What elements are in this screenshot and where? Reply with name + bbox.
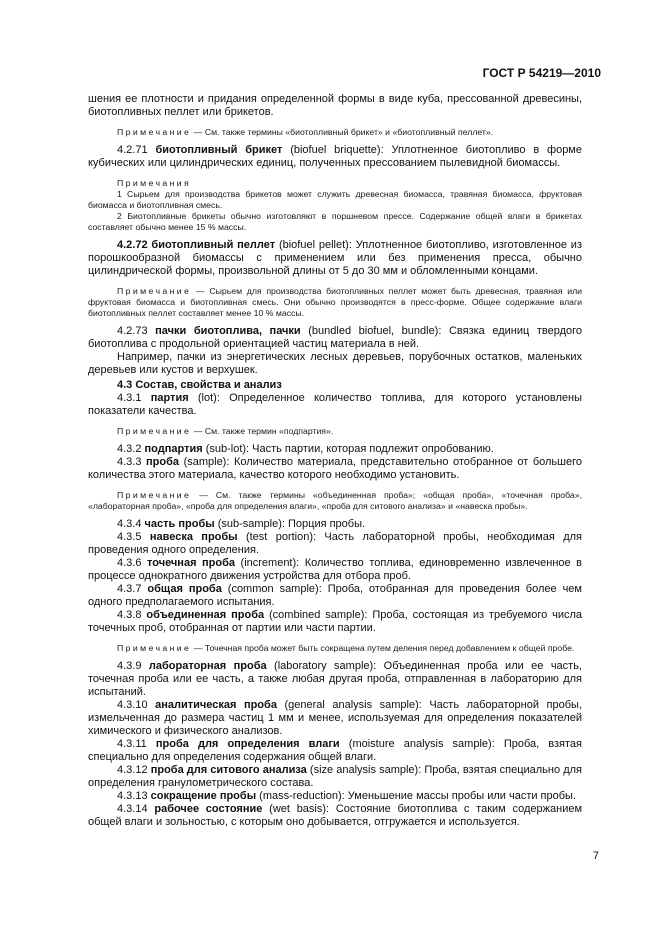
document-body xyxy=(88,93,582,829)
term-4-3-1: 4.3.1 партия (lot): Определенное количество топлива, для которого установлены показатели качества. xyxy=(88,392,582,417)
term-4-2-73: 4.2.73 пачки биотоплива, пачки (bundled biofuel, bundle): Связка единиц твердого биотоплива с продольной ориентацией частиц материала в ней. xyxy=(88,325,583,350)
note-6 xyxy=(88,643,582,654)
term-4-3-9: 4.3.9 лабораторная проба (laboratory sample): Объединенная проба или ее часть, точечная проба или ее часть, а также любая другая проба, отправленная в лабораторию для испытаний. xyxy=(88,660,582,698)
term-4-3-13: 4.3.13 сокращение пробы (mass-reduction): Уменьшение массы пробы или части пробы. xyxy=(117,790,577,802)
standard-header: ГОСТ Р 54219—2010 xyxy=(482,66,601,80)
term-4-3-8: 4.3.8 объединенная проба (combined sample): Проба, состоящая из требуемого числа точечных проб, отобранная от партии или части партии. xyxy=(88,609,583,634)
term-4-3-7: 4.3.7 общая проба (common sample): Проба, отобранная для проведения более чем одного предполагаемого испытания. xyxy=(88,583,582,608)
note-item-1: 1 Сырьем для производства брикетов может служить древесная биомасса, травяная биомасса, фруктовая биомасса и биотопливная смесь. xyxy=(88,189,582,210)
page-number: 7 xyxy=(592,850,599,862)
term-4-3-2: 4.3.2 подпартия (sub-lot): Часть партии, которая подлежит опробованию. xyxy=(117,443,494,455)
notes-2 xyxy=(88,178,582,233)
note-text: — См. также термины «объединенная проба»; «общая проба», «точечная проба», «лабораторная проба», «проба для определения влаги», «проба для ситового анализа» и «навеска пробы». xyxy=(88,490,582,511)
paragraph-example: Например, пачки из энергетических лесных деревьев, порубочных остатков, маленьких деревьев или кустов и верхушек. xyxy=(88,351,582,376)
term-4-3-4: 4.3.4 часть пробы (sub-sample): Порция пробы. xyxy=(117,518,366,530)
note-label: Примечание xyxy=(117,490,192,500)
term-4-3-10: 4.3.10 аналитическая проба (general analysis sample): Часть лабораторной пробы, измельченная до размера частиц 1 мм и менее, используемая для определения показателей химического и физического анализов. xyxy=(88,699,582,737)
term-4-3-3: 4.3.3 проба (sample): Количество материала, представительно отобранное от большего количества этого материала, качество которого необходимо установить. xyxy=(88,456,582,481)
note-text: — См. также термины «биотопливный брикет» и «биотопливный пеллет». xyxy=(193,127,494,137)
term-4-2-72: 4.2.72 биотопливный пеллет (biofuel pellet): Уплотненное биотопливо, изготовленное из порошкообразной биомассы с применением или без применения пресса, обычно цилиндрической формы, произвольной длины от 5 до 30 мм и обломленными концами. xyxy=(88,239,582,277)
section-4-3-heading: 4.3 Состав, свойства и анализ xyxy=(117,379,282,391)
note-text: — См. также термин «подпартия». xyxy=(193,426,334,436)
note-item-2: 2 Биотопливные брикеты обычно изготовляют в поршневом прессе. Содержание общей влаги в брикетах составляет обычно менее 15 % массы. xyxy=(88,211,582,232)
note-label: Примечание xyxy=(117,127,192,137)
term-4-3-5: 4.3.5 навеска пробы (test portion): Часть лабораторной пробы, необходимая для проведения одного определения. xyxy=(88,531,582,556)
term-4-3-14: 4.3.14 рабочее состояние (wet basis): Состояние биотоплива с таким содержанием общей влаги и зольностью, с которым оно добывается, отгружается и используется. xyxy=(88,803,583,828)
note-label: Примечание xyxy=(117,643,192,653)
note-label: Примечание xyxy=(117,286,192,296)
paragraph-intro: шения ее плотности и придания определенной формы в виде куба, прессованной древесины, биотопливных пеллет или брикетов. xyxy=(88,93,582,118)
note-1 xyxy=(88,127,582,138)
note-5 xyxy=(88,490,582,512)
note-3 xyxy=(88,286,582,319)
note-text: — Сырьем для производства биотопливных пеллет может быть древесная, травяная или фруктовая биомасса и биотопливная смесь. Они обычно производятся в пресс-форме. Общее содержание влаги биотопливных пеллет составляет менее 10 % массы. xyxy=(88,286,583,318)
term-4-3-12: 4.3.12 проба для ситового анализа (size analysis sample): Проба, взятая специально для определения гранулометрического состава. xyxy=(88,764,582,789)
note-4 xyxy=(88,426,582,437)
term-4-2-71: 4.2.71 биотопливный брикет (biofuel briquette): Уплотненное биотопливо в форме кубических или цилиндрических единиц, полученных прессованием пылевидной биомассы. xyxy=(88,144,582,169)
term-4-3-6: 4.3.6 точечная проба (increment): Количество топлива, единовременно извлеченное в процессе однократного движения устройства для отбора проб. xyxy=(88,557,582,582)
note-label: Примечание xyxy=(117,426,192,436)
note-text: — Точечная проба может быть сокращена путем деления перед добавлением к общей пробе. xyxy=(193,643,575,653)
term-4-3-11: 4.3.11 проба для определения влаги (moisture analysis sample): Проба, взятая специально для определения содержания общей влаги. xyxy=(88,738,582,763)
notes-label: Примечания xyxy=(117,178,192,188)
